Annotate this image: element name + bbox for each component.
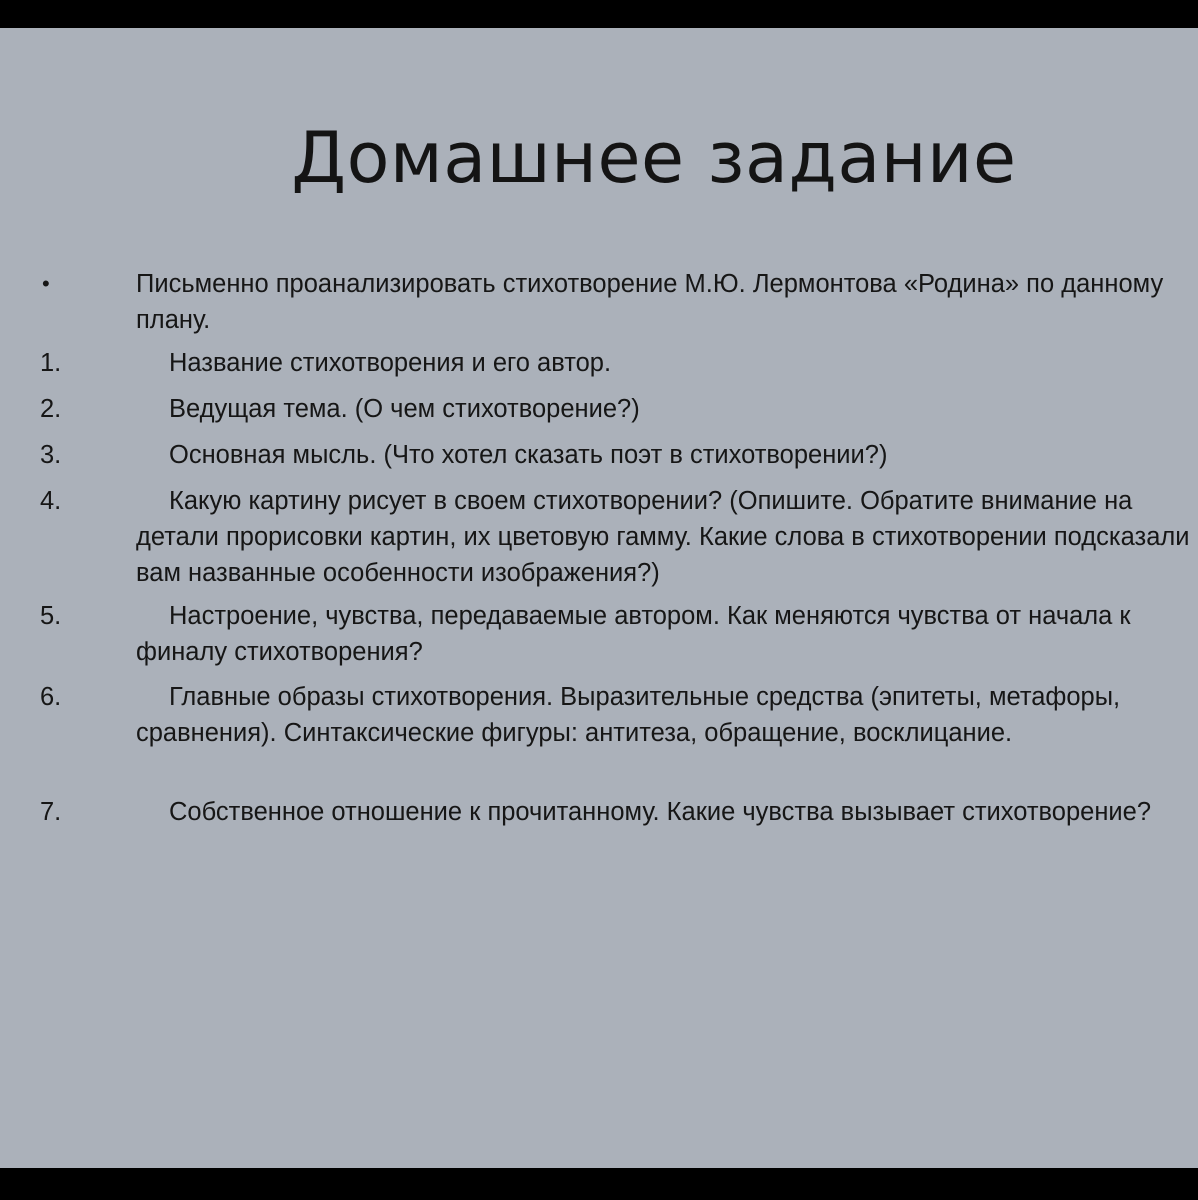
list-item-text: Основная мысль. (Что хотел сказать поэт в стихотворении?) bbox=[169, 441, 888, 469]
slide bbox=[0, 28, 1198, 1168]
list-number: 6. bbox=[40, 683, 62, 711]
list-item-text: Собственное отношение к прочитанному. Какие чувства вызывает стихотворение? bbox=[169, 798, 1152, 826]
list-item-text: Название стихотворения и его автор. bbox=[169, 349, 612, 377]
list-number: 4. bbox=[40, 487, 62, 515]
bullet-marker: • bbox=[42, 271, 50, 296]
list-item-text: Главные образы стихотворения. Выразительные средства (эпитеты, метафоры, сравнения). Синтаксические фигуры: антитеза, обращение, восклицание. bbox=[136, 683, 1121, 747]
list-number: 7. bbox=[40, 798, 62, 826]
list-number: 1. bbox=[40, 349, 62, 377]
list-number: 5. bbox=[40, 602, 62, 630]
intro-text: Письменно проанализировать стихотворение М.Ю. Лермонтова «Родина» по данному плану. bbox=[136, 270, 1164, 334]
list-item-text: Настроение, чувства, передаваемые автором. Как меняются чувства от начала к финалу стихотворения? bbox=[136, 602, 1131, 666]
list-item-text: Какую картину рисует в своем стихотворении? (Опишите. Обратите внимание на детали прорисовки картин, их цветовую гамму. Какие слова в стихотворении подсказали вам названные особенности изображения?) bbox=[136, 487, 1190, 587]
list-item-text: Ведущая тема. (О чем стихотворение?) bbox=[169, 395, 640, 423]
slide-title: Домашнее задание bbox=[291, 117, 1017, 199]
list-number: 2. bbox=[40, 395, 62, 423]
list-number: 3. bbox=[40, 441, 62, 469]
